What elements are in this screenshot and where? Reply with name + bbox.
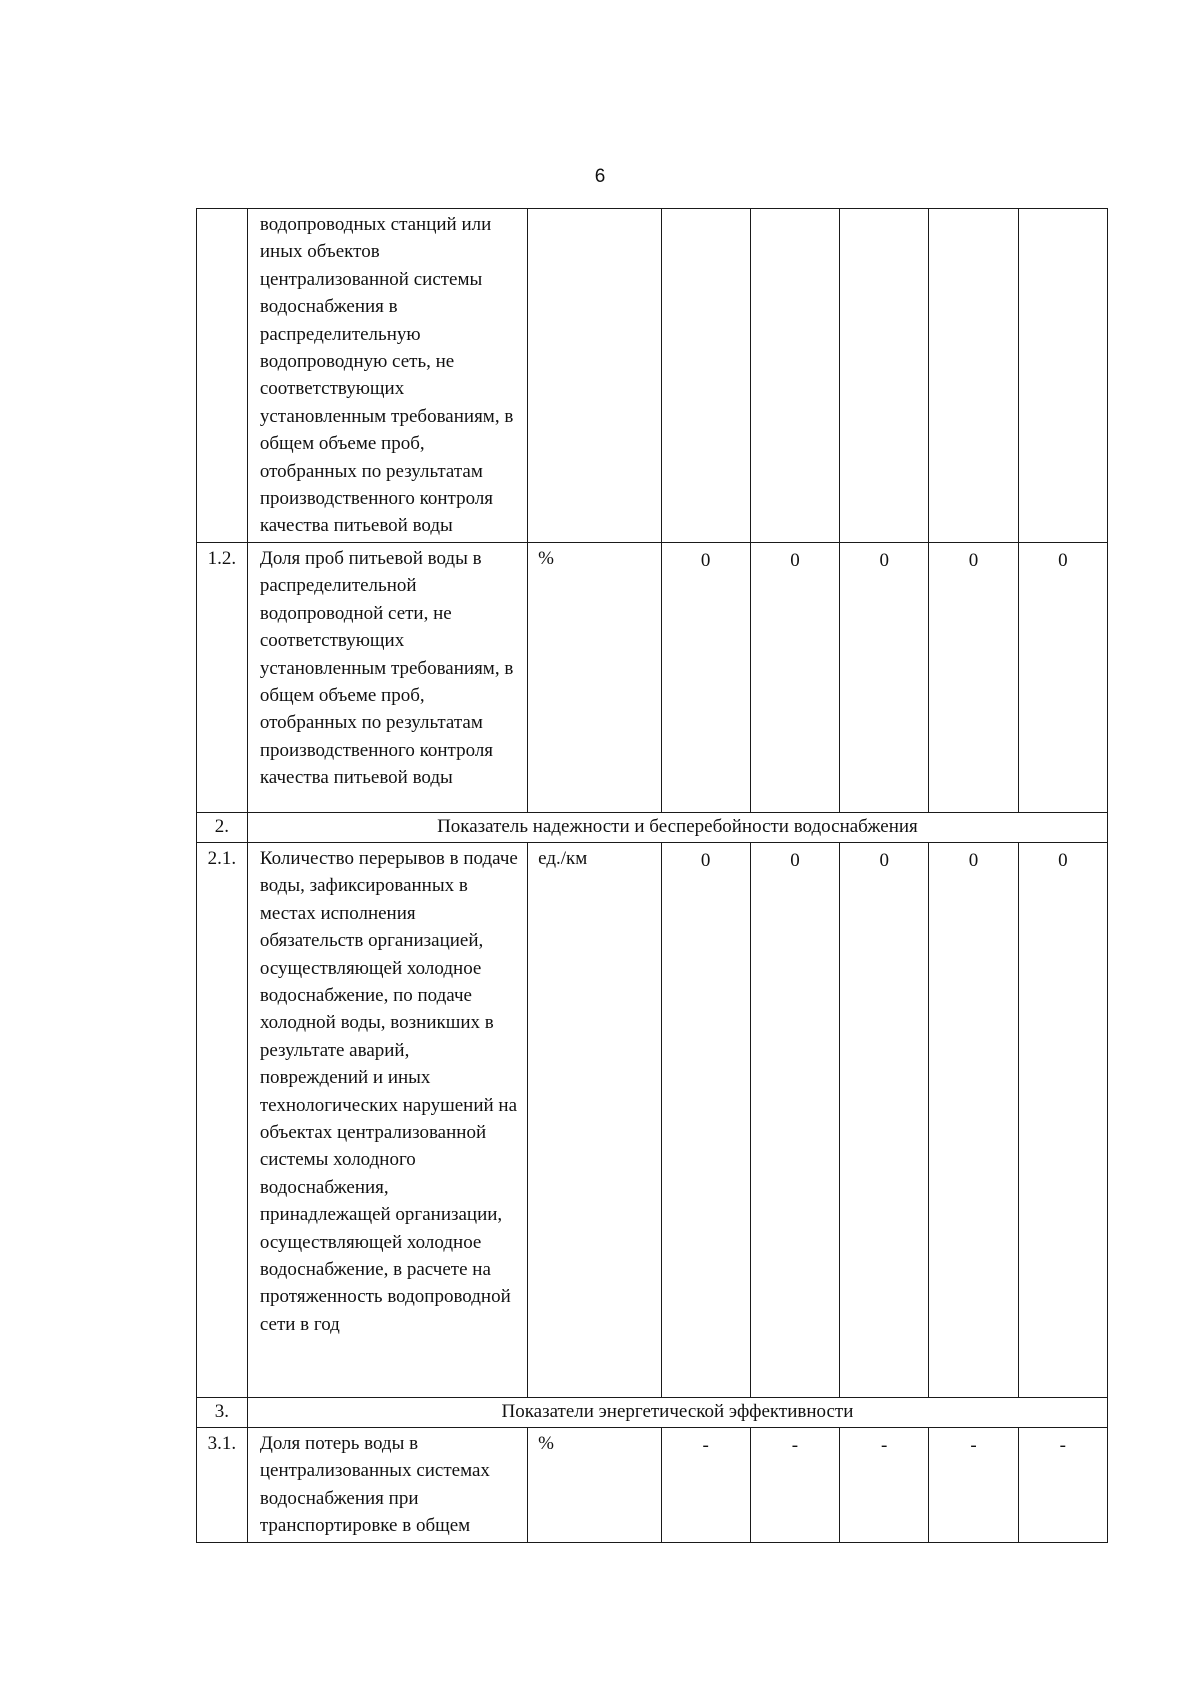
value-cell: 0 bbox=[1018, 542, 1107, 812]
row-number-cell: 3.1. bbox=[197, 1427, 248, 1542]
unit-cell: ед./км bbox=[528, 842, 661, 1397]
unit-cell bbox=[528, 209, 661, 543]
table-row bbox=[197, 1427, 1108, 1542]
indicator-name-cell: водопроводных станций или иных объектов централизованной системы водоснабжения в распределительную водопроводную сеть, не соответствующих установленным требованиям, в общем объеме проб, отобранных по результатам производственного контроля качества питьевой воды bbox=[247, 209, 527, 543]
table-row bbox=[197, 209, 1108, 543]
unit-cell: % bbox=[528, 542, 661, 812]
value-cell: 0 bbox=[929, 542, 1018, 812]
value-cell: - bbox=[1018, 1427, 1107, 1542]
row-number-cell bbox=[197, 209, 248, 543]
value-cell: 0 bbox=[929, 842, 1018, 1397]
section-number-cell: 3. bbox=[197, 1397, 248, 1427]
value-cell: 0 bbox=[1018, 842, 1107, 1397]
section-number-cell: 2. bbox=[197, 812, 248, 842]
section-row bbox=[197, 812, 1108, 842]
value-cell: 0 bbox=[661, 542, 750, 812]
indicator-name-cell: Доля проб питьевой воды в распределительной водопроводной сети, не соответствующих установленным требованиям, в общем объеме проб, отобранных по результатам производственного контроля качества питьевой воды bbox=[247, 542, 527, 812]
value-cell bbox=[1018, 209, 1107, 543]
value-cell: 0 bbox=[750, 542, 839, 812]
indicator-name-cell: Количество перерывов в подаче воды, зафиксированных в местах исполнения обязательств организацией, осуществляющей холодное водоснабжение, по подаче холодной воды, возникших в результате аварий, повреждений и иных технологических нарушений на объектах централизованной системы холодного водоснабжения, принадлежащей организации, осуществляющей холодное водоснабжение, в расчете на протяженность водопроводной сети в год bbox=[247, 842, 527, 1397]
value-cell: - bbox=[929, 1427, 1018, 1542]
value-cell: 0 bbox=[750, 842, 839, 1397]
table-row bbox=[197, 842, 1108, 1397]
indicators-table bbox=[196, 208, 1108, 1543]
value-cell: - bbox=[840, 1427, 929, 1542]
indicator-name-cell: Доля потерь воды в централизованных системах водоснабжения при транспортировке в общем bbox=[247, 1427, 527, 1542]
value-cell bbox=[840, 209, 929, 543]
value-cell: 0 bbox=[840, 842, 929, 1397]
section-title: Показатель надежности и бесперебойности водоснабжения bbox=[247, 812, 1107, 842]
value-cell bbox=[750, 209, 839, 543]
value-cell bbox=[929, 209, 1018, 543]
section-title: Показатели энергетической эффективности bbox=[247, 1397, 1107, 1427]
value-cell: - bbox=[750, 1427, 839, 1542]
value-cell: 0 bbox=[840, 542, 929, 812]
value-cell: - bbox=[661, 1427, 750, 1542]
section-row bbox=[197, 1397, 1108, 1427]
page-number: 6 bbox=[594, 166, 606, 187]
value-cell: 0 bbox=[661, 842, 750, 1397]
table-row bbox=[197, 542, 1108, 812]
value-cell bbox=[661, 209, 750, 543]
row-number-cell: 1.2. bbox=[197, 542, 248, 812]
table-body bbox=[197, 209, 1108, 1543]
unit-cell: % bbox=[528, 1427, 661, 1542]
row-number-cell: 2.1. bbox=[197, 842, 248, 1397]
